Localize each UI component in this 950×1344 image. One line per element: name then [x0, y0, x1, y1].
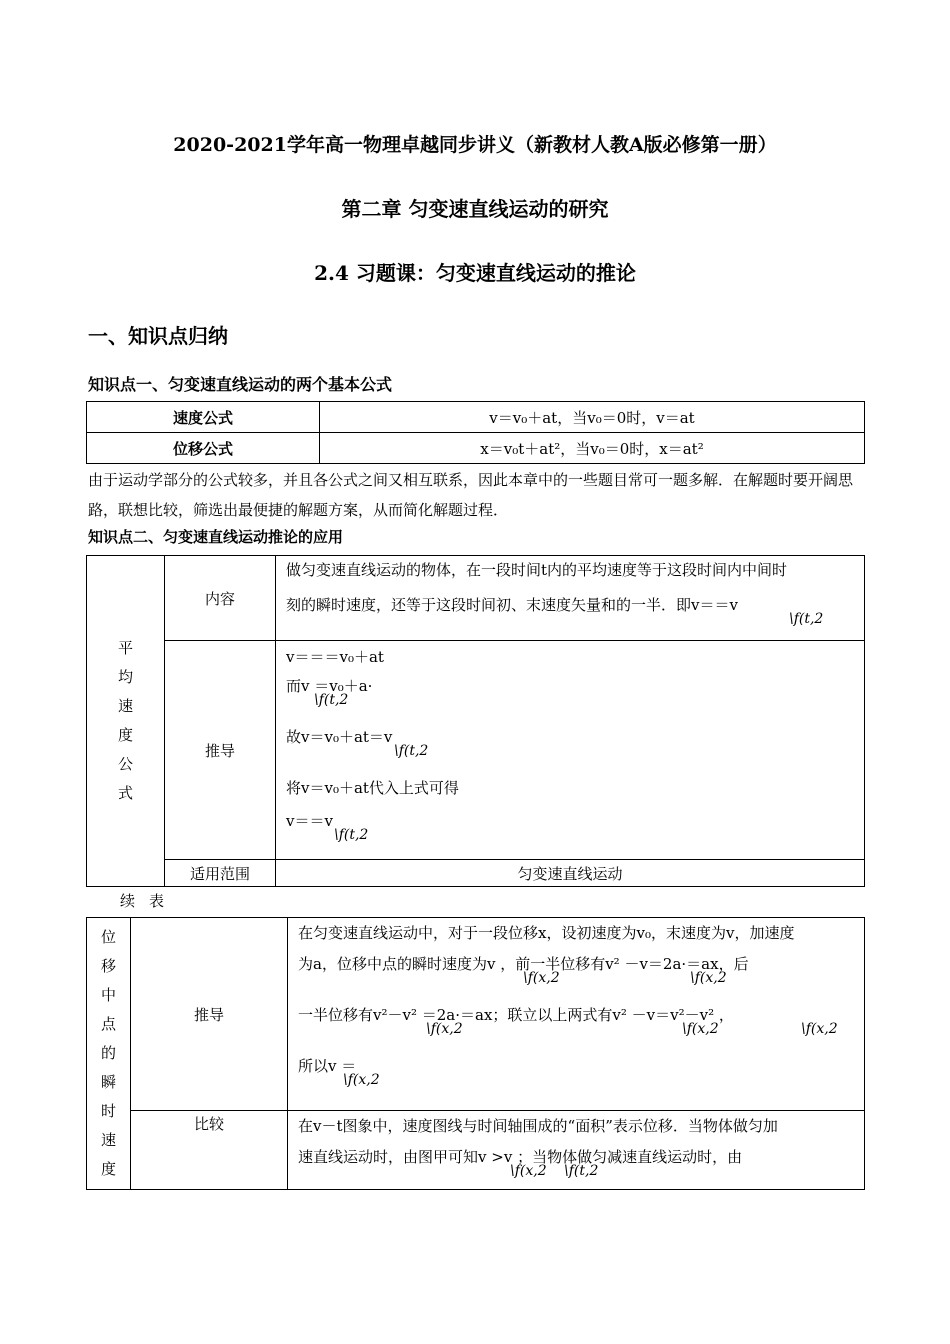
compare-cell — [288, 1111, 865, 1190]
formula-cell: x＝v₀t＋at²，当v₀＝0时，x＝at² — [320, 433, 865, 464]
formula-cell: v＝v₀＋at，当v₀＝0时，v＝at — [320, 402, 865, 433]
text-line: 将v＝v₀＋at代入上式可得 — [286, 779, 459, 797]
table-row — [87, 918, 865, 1111]
table-row — [87, 641, 865, 860]
kp1-heading: 知识点一、匀变速直线运动的两个基本公式 — [88, 375, 393, 394]
text-line: 而v ＝v₀＋a· — [286, 677, 373, 695]
label-cell: 速度公式 — [87, 402, 320, 433]
derive-label: 推导 — [165, 641, 276, 860]
derive-label: 推导 — [131, 918, 288, 1111]
derive-cell — [276, 641, 865, 860]
scope-cell: 匀变速直线运动 — [276, 860, 865, 887]
content-label: 内容 — [165, 556, 276, 641]
kp2-heading: 知识点二、匀变速直线运动推论的应用 — [88, 528, 344, 546]
fraction-marker: \f(t,2 — [314, 692, 349, 708]
label-cell: 位移公式 — [87, 433, 320, 464]
text-line: 为a，位移中点的瞬时速度为v ，前一半位移有v² －v＝2a·＝ax，后 — [298, 955, 749, 973]
fraction-marker: \f(x,2 — [343, 1072, 380, 1088]
derive-cell — [288, 918, 865, 1111]
fraction-marker: \f(x,2 — [510, 1163, 547, 1179]
midpoint-velocity-table — [86, 917, 865, 1190]
fraction-marker: \f(x,2 — [690, 970, 727, 986]
text-line: 一半位移有v²－v² ＝2a·＝ax；联立以上两式有v² －v＝v²－v² ， — [298, 1006, 734, 1024]
average-velocity-table — [86, 555, 865, 887]
continued-label: 续表 — [120, 892, 179, 910]
kp1-note: 由于运动学部分的公式较多，并且各公式之间又相互联系，因此本章中的一些题目常可一题多解．在解题时要开阔思路，联想比较，筛选出最便捷的解题方案，从而简化解题过程． — [88, 471, 854, 519]
fraction-marker: \f(t,2 — [394, 743, 429, 759]
text-line: 故v＝v₀＋at＝v — [286, 728, 393, 746]
section-title: 2.4 习题课：匀变速直线运动的推论 — [314, 261, 636, 285]
basic-formulas-table — [86, 401, 865, 464]
text-line: 做匀变速直线运动的物体，在一段时间t内的平均速度等于这段时间内中间时 — [286, 561, 788, 579]
scope-label: 适用范围 — [165, 860, 276, 887]
compare-label: 比较 — [131, 1111, 288, 1190]
part-heading: 一、知识点归纳 — [88, 324, 228, 348]
table-row — [87, 433, 865, 464]
group-label: 平均速度公式 — [87, 556, 165, 887]
document-title: 2020-2021学年高一物理卓越同步讲义（新教材人教A版必修第一册） — [173, 134, 777, 156]
text-line: v＝＝＝v₀＋at — [286, 648, 384, 666]
fraction-marker: \f(x,2 — [801, 1021, 838, 1037]
text-line: 速直线运动时，由图甲可知v >v ；当物体做匀减速直线运动时，由 — [298, 1148, 743, 1166]
content-cell — [276, 556, 865, 641]
table-row — [87, 556, 865, 641]
text-line: 刻的瞬时速度，还等于这段时间初、末速度矢量和的一半．即v＝＝v — [286, 596, 738, 614]
fraction-marker: \f(t,2 — [789, 611, 824, 627]
fraction-marker: \f(t,2 — [564, 1163, 599, 1179]
table-row — [87, 402, 865, 433]
fraction-marker: \f(x,2 — [523, 970, 560, 986]
text-line: 所以v ＝ — [298, 1057, 357, 1075]
chapter-title: 第二章 匀变速直线运动的研究 — [341, 197, 609, 221]
table-row — [87, 1111, 865, 1190]
fraction-marker: \f(t,2 — [334, 827, 369, 843]
fraction-marker: \f(x,2 — [682, 1021, 719, 1037]
group-label: 位移中点的瞬时速度 — [87, 918, 131, 1190]
text-line: 在v－t图象中，速度图线与时间轴围成的“面积”表示位移．当物体做匀加 — [298, 1117, 778, 1135]
text-line: v＝＝v — [286, 812, 333, 830]
table-row — [87, 860, 865, 887]
fraction-marker: \f(x,2 — [426, 1021, 463, 1037]
text-line: 在匀变速直线运动中，对于一段位移x，设初速度为v₀，末速度为v，加速度 — [298, 924, 795, 942]
